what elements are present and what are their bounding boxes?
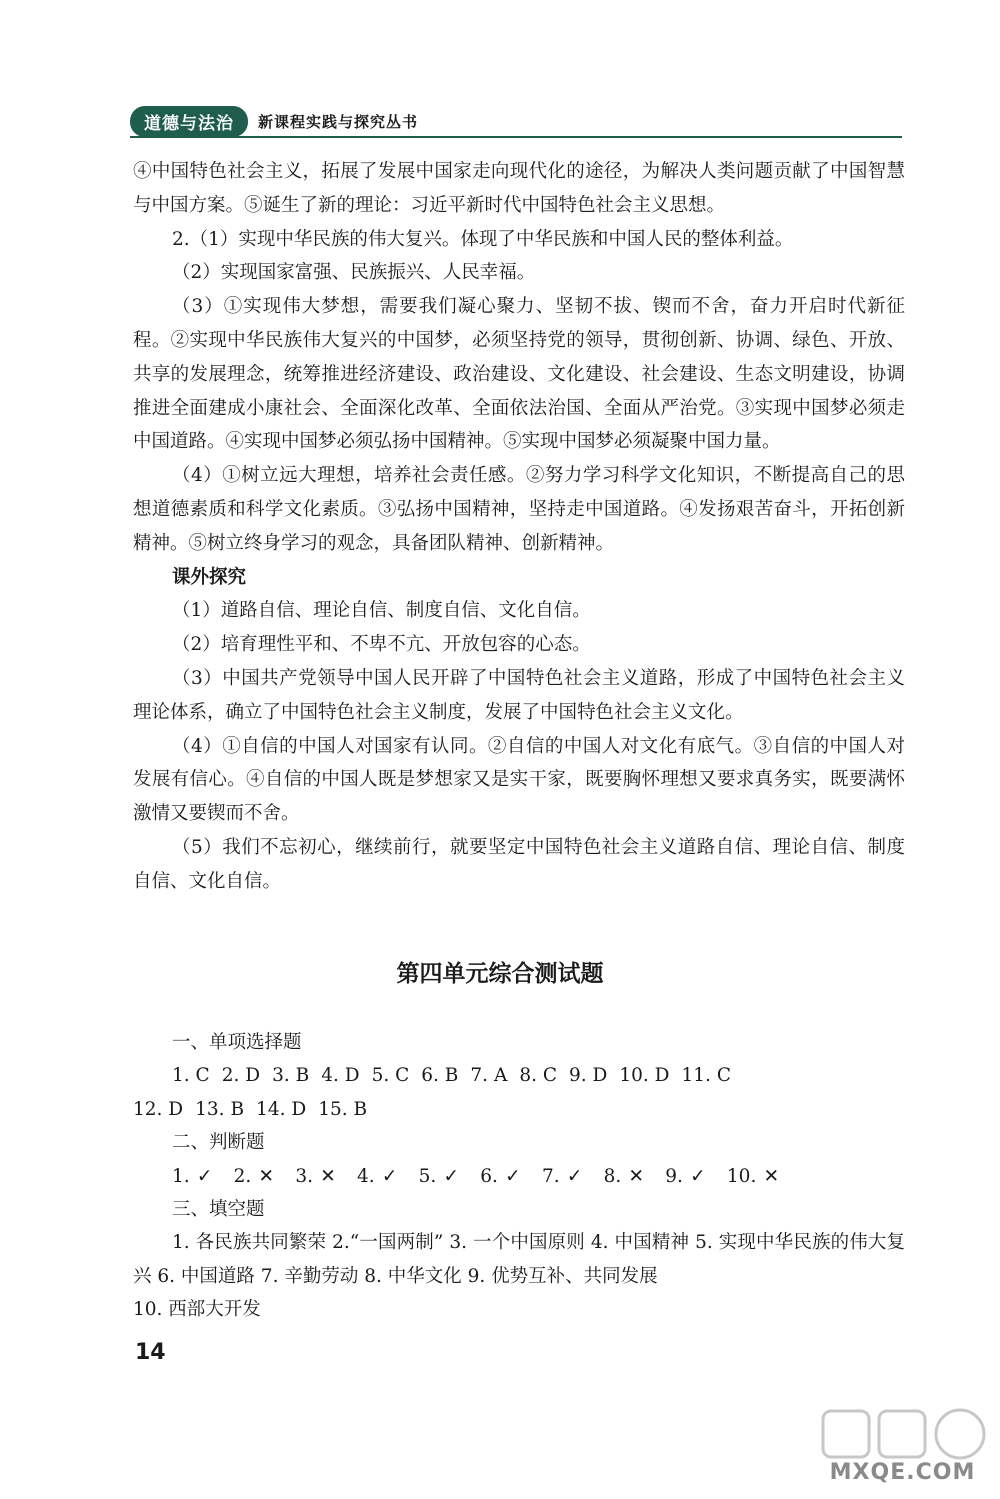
- cross-mark-icon: ✕: [320, 1165, 336, 1187]
- judgment-number: 9.: [665, 1165, 683, 1187]
- check-mark-icon: ✓: [443, 1165, 460, 1187]
- judgment-answer: [234, 1160, 276, 1193]
- check-mark-icon: ✓: [196, 1165, 213, 1187]
- judgment-answer: [172, 1160, 214, 1193]
- answer-paragraph: （2）培育理性平和、不卑不亢、开放包容的心态。: [172, 634, 591, 656]
- choice-answer: 10. D: [619, 1065, 670, 1087]
- judgment-answer: [727, 1160, 780, 1193]
- single-choice-row: [133, 1059, 905, 1092]
- true-false-row: [133, 1160, 905, 1193]
- header-divider: [130, 136, 902, 138]
- section-title-single-choice: 一、单项选择题: [172, 1032, 302, 1053]
- judgment-answer: [542, 1160, 584, 1193]
- answer-paragraph: （3）①实现伟大梦想，需要我们凝心聚力、坚韧不拔、锲而不舍，奋力开启时代新征程。②实现中华民族伟大复兴的中国梦，必须坚持党的领导，贯彻创新、协调、绿色、开放、共享的发展理念，统筹推进经济建设、政治建设、文化建设、社会建设、生态文明建设，协调推进全面建成小康社会、全面深化改革、全面依法治国、全面从严治党。③实现中国梦必须走中国道路。④实现中国梦必须弘扬中国精神。⑤实现中国梦必须凝聚中国力量。: [133, 296, 905, 453]
- judgment-number: 5.: [418, 1165, 437, 1187]
- judgment-answer: [604, 1160, 646, 1193]
- series-title: 新课程实践与探究丛书: [258, 112, 419, 131]
- section-title-true-false: 二、判断题: [172, 1132, 265, 1154]
- section-heading: 课外探究: [172, 566, 247, 588]
- section-title-fill-blank: 三、填空题: [172, 1199, 265, 1221]
- subject-badge: 道德与法治: [130, 106, 248, 137]
- answer-paragraph: （5）我们不忘初心，继续前行，就要坚定中国特色社会主义道路自信、理论自信、制度自信、文化自信。: [133, 836, 905, 892]
- choice-answer: 11. C: [681, 1065, 731, 1087]
- choice-answer: 3. B: [272, 1065, 310, 1087]
- check-mark-icon: ✓: [690, 1165, 706, 1187]
- unit-test-answers: [133, 1026, 905, 1327]
- choice-answer: 6. B: [421, 1065, 459, 1087]
- page-header: [130, 106, 418, 136]
- unit-test-title: 第四单元综合测试题: [396, 961, 604, 987]
- choice-answer: 12. D: [133, 1098, 184, 1120]
- cross-mark-icon: ✕: [628, 1165, 644, 1187]
- choice-answer: 7. A: [470, 1065, 508, 1087]
- check-mark-icon: ✓: [505, 1165, 521, 1187]
- judgment-answer: [295, 1160, 337, 1193]
- choice-answer: 15. B: [318, 1098, 368, 1120]
- choice-answer: 4. D: [321, 1065, 360, 1087]
- choice-answer: 9. D: [569, 1065, 608, 1087]
- judgment-number: 10.: [726, 1165, 757, 1187]
- judgment-number: 6.: [480, 1165, 498, 1187]
- check-mark-icon: ✓: [381, 1165, 398, 1187]
- check-mark-icon: ✓: [566, 1165, 583, 1187]
- fill-blank-answers: 1. 各民族共同繁荣 2.“一国两制” 3. 一个中国原则 4. 中国精神 5. 实现中华民族的伟大复兴 6. 中国道路 7. 辛勤劳动 8. 中华文化 9. 优势互补、共同发展: [133, 1232, 905, 1287]
- choice-answer: 1. C: [172, 1065, 210, 1087]
- judgment-answer: [480, 1160, 522, 1193]
- single-choice-row: [133, 1093, 905, 1126]
- watermark-text: MXQE.COM: [829, 1460, 976, 1485]
- choice-answer: 14. D: [256, 1098, 307, 1120]
- answer-paragraph: ④中国特色社会主义，拓展了发展中国家走向现代化的途径，为解决人类问题贡献了中国智慧与中国方案。⑤诞生了新的理论：习近平新时代中国特色社会主义思想。: [133, 161, 905, 216]
- judgment-answer: [665, 1160, 707, 1193]
- choice-answer: 2. D: [221, 1065, 261, 1087]
- answer-paragraph: （4）①树立远大理想，培养社会责任感。②努力学习科学文化知识，不断提高自己的思想道德素质和科学文化素质。③弘扬中国精神，坚持走中国道路。④发扬艰苦奋斗，开拓创新精神。⑤树立终身学习的观念，具备团队精神、创新精神。: [133, 465, 905, 554]
- judgment-answer: [419, 1160, 461, 1193]
- judgment-number: 2.: [233, 1165, 252, 1187]
- cross-mark-icon: ✕: [258, 1165, 275, 1187]
- choice-answer: 5. C: [371, 1065, 410, 1087]
- page-number: 14: [135, 1340, 166, 1365]
- judgment-number: 8.: [603, 1165, 622, 1187]
- choice-answer: 8. C: [519, 1065, 557, 1087]
- choice-answer: 13. B: [195, 1098, 245, 1120]
- answer-paragraph: （4）①自信的中国人对国家有认同。②自信的中国人对文化有底气。③自信的中国人对发展有信心。④自信的中国人既是梦想家又是实干家，既要胸怀理想又要求真务实，既要满怀激情又要锲而不舍。: [133, 735, 905, 825]
- cross-mark-icon: ✕: [763, 1165, 780, 1187]
- judgment-number: 1.: [172, 1165, 190, 1187]
- judgment-number: 7.: [541, 1165, 560, 1187]
- answer-paragraph: （2）实现国家富强、民族振兴、人民幸福。: [172, 262, 536, 284]
- answer-paragraph: （3）中国共产党领导中国人民开辟了中国特色社会主义道路，形成了中国特色社会主义理论体系，确立了中国特色社会主义制度，发展了中国特色社会主义文化。: [133, 667, 905, 723]
- answer-paragraph: （1）道路自信、理论自信、制度自信、文化自信。: [172, 600, 591, 622]
- answer-content: [133, 155, 905, 899]
- judgment-number: 4.: [356, 1165, 375, 1187]
- judgment-answer: [357, 1160, 399, 1193]
- judgment-number: 3.: [295, 1165, 313, 1187]
- fill-blank-answers-continued: 10. 西部大开发: [133, 1299, 261, 1321]
- answer-paragraph: 2.（1）实现中华民族的伟大复兴。体现了中华民族和中国人民的整体利益。: [172, 228, 794, 250]
